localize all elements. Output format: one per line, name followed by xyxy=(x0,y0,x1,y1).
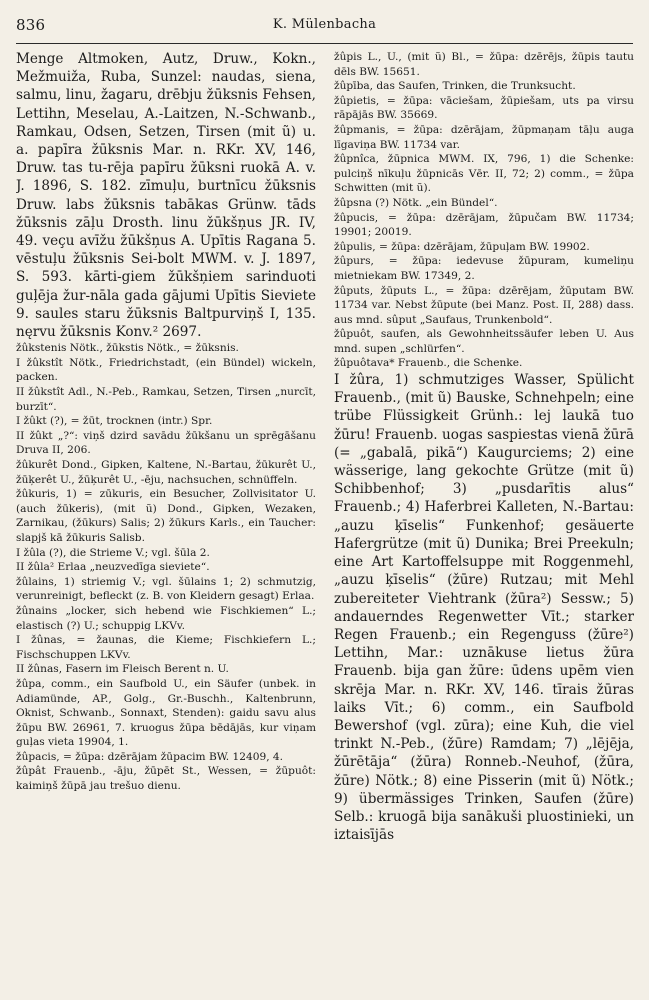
dictionary-entry: žûpurs, = žūpa: iedevuse žūpuram, kumeliņu mietniekam BW. 17349, 2. xyxy=(334,255,634,282)
dictionary-entry: žûpuôt, saufen, als Gewohnheitssäufer leben U. Aus mnd. supen „schlürfen“. xyxy=(334,328,634,355)
dictionary-entry: I žûkstît Nötk., Friedrichstadt, (ein Bündel) wickeln, packen. xyxy=(16,356,316,384)
dictionary-entry: žûpmanis, = žūpa: dzērājam, žūpmaņam tāļu auga līgaviņa BW. 11734 var. xyxy=(334,123,634,151)
dictionary-entry: žûpietis, = žūpa: vāciešam, žūpiešam, uts pa virsu rāpājās BW. 35669. xyxy=(334,94,634,122)
dictionary-entry: žûpucis, = žūpa: dzērājam, žūpučam BW. 11734; 19901; 20019. xyxy=(334,211,634,239)
dictionary-entry: žûkurêt Dond., Gipken, Kaltene, N.-Bartau, žūkurêt U., žūķerêt U., žūķurêt U., -ēju, nachsuchen, schnüffeln. xyxy=(16,459,316,486)
dictionary-entry: žûlains, 1) striemig V.; vgl. šūlains 1; 2) schmutzig, verunreinigt, befleckt (z. B. von Kleidern gesagt) Erlaa. xyxy=(16,575,316,603)
dictionary-entry: žûkuris, 1) = zūkuris, ein Besucher, Zollvisitator U. (auch žūkeris), (mit ũ) Dond., Gipken, Wezaken, Zarnikau, (žūkurs) Salis; 2) žūkurs Karls., ein Taucher: slapjš kā žūkuris Salisb. xyxy=(16,488,316,544)
dictionary-entry: II žûkstît Adl., N.-Peb., Ramkau, Setzen, Tirsen „nurcīt, burzīt“. xyxy=(16,386,316,413)
dictionary-entry: I žûnas, = žaunas, die Kieme; Fischkiefern L.; Fischschuppen LKVv. xyxy=(16,634,316,661)
header-rule xyxy=(16,43,633,44)
dictionary-entry: I žûra, 1) schmutziges Wasser, Spülicht Frauenb., (mit ũ) Bauske, Schnehpeln; eine trübe Flüssigkeit Grünh.: lej laukā tuo žūru! Frauenb. uogas saspiestas vienā žūrā (= „gabalā, pikā“) Kaugurciems; 2) eine wässerige, lang gekochte Grütze (mit ũ) Schibbenhof; 3) „pusdarītis alus“ Frauenb.; 4) Haferbrei Kalleten, N.-Bartau: „auzu ķīselis“ Funkenhof; gesäuerte Hafergrütze (mit ũ) Dunika; Brei Preekuln; eine Art Kartoffelsuppe mit Roggenmehl, „auzu ķīselis“ (žūre) Rutzau; mit Mehl zubereiteter Viehtrank (žūra²) Sessw.; 5) andauerndes Regenwetter Vīt.; starker Regen Frauenb.; ein Regenguss (žūre²) Lettihn, Mar.: uznākuse lietus žūra Frauenb. bija gan žūre: ūdens upēm vien skrēja Mar. n. RKr. XV, 146. tīrais žūras laiks Vīt.; 6) comm., ein Saufbold Bewershof (vgl. zūra); eine Kuh, die viel trinkt N.-Peb., (žūre) Ramdam; 7) „lējēja, žūrētāja“ (žūra) Ronneb.-Neuhof, (žūra, žūre) Nötk.; 8) eine Pisserin (mit ũ) Nötk.; 9) übermässiges Trinken, Saufen (žūre) Selb.: kruogā bija sanākuši pluostinieki, un iztaisījās xyxy=(334,372,634,844)
dictionary-entry: I žûkt (?), = žūt, trocknen (intr.) Spr. xyxy=(16,415,213,428)
dictionary-entry: žûkstenis Nötk., žūkstis Nötk., = žūksnis. xyxy=(16,342,239,355)
dictionary-entry: II žûnas, Fasern im Fleisch Berent n. U. xyxy=(16,663,229,676)
dictionary-entry: žûpnîca, žūpnica MWM. IX, 796, 1) die Schenke: pulciņš nīkuļu žūpnicās Vēr. II, 72; 2) comm., = žūpa Schwitten (mit ũ). xyxy=(334,153,634,195)
dictionary-entry: žûpa, comm., ein Saufbold U., ein Säufer (unbek. in Adiamünde, AP., Golg., Gr.-Buschh., Kaltenbrunn, Oknist, Schwanb., Sonnaxt, Stenden): gaidu savu alus žūpu BW. 26961, 7. kruogus žūpa bēdājās, kur viņam guļas vieta 19904, 1. xyxy=(16,677,316,749)
dictionary-entry: žûputs, žūputs L., = žūpa: dzērējam, žūputam BW. 11734 var. Nebst žūpute (bei Manz. Post. II, 288) dass. aus mnd. sûput „Saufaus, Trunkenbold“. xyxy=(334,284,634,326)
dictionary-entry: II žûkt „?“: viņš dzird savādu žūkšanu un sprēgāšanu Druva II, 206. xyxy=(16,429,316,457)
page-header xyxy=(16,16,633,40)
dictionary-entry: Menge Altmoken, Autz, Druw., Kokn., Mežmuiža, Ruba, Sunzel: naudas, siena, salmu, linu, žagaru, drēbju žūksnis Fehsen, Lettihn, Meselau, A.-Laitzen, N.-Schwanb., Ramkau, Odsen, Setzen, Tirsen (mit ũ) u. a. papīra žūksnis Mar. n. RKr. XV, 146, Druw. tas tu-rēja papīru žūksni ruokā A. v. J. 1896, S. 182. zīmuļu, burtnīcu žūksnis Druw. labs žūksnis tabākas Grünw. tāds žūksnis zāļu Drosth. linu žūkšņus JR. IV, 49. veçu avīžu žūkšņus A. Upītis Ragana 5. vēstuļu žūksnis Sei-bolt MWM. v. J. 1897, S. 593. kārti-giem žūkšņiem sarinduoti guļēja žur-nāla gada gājumi Upītis Sieviete 9. saules staru žūksnis Baltpurviņš I, 135. nęrvu žūksnis Konv.² 2697. xyxy=(16,51,316,341)
dictionary-entry: žûpulis, = žūpa: dzērājam, žūpuļam BW. 19902. xyxy=(334,240,590,253)
dictionary-entry: žûpsna (?) Nötk. „ein Bündel“. xyxy=(334,196,498,209)
dictionary-entry: žûpacis, = žūpa: dzērājam žūpacim BW. 12409, 4. xyxy=(16,750,284,763)
dictionary-entry: žûpuôtava* Frauenb., die Schenke. xyxy=(334,357,523,370)
dictionary-entry: I žûla (?), die Strieme V.; vgl. šūla 2. xyxy=(16,546,210,559)
page-number: 836 xyxy=(16,16,46,34)
dictionary-entry: II žûla² Erlaa „neuzvedīga sieviete“. xyxy=(16,561,210,574)
dictionary-entry: žûnains „locker, sich hebend wie Fischkiemen“ L.; elastisch (?) U.; schuppig LKVv. xyxy=(16,604,316,632)
dictionary-entry: žûpība, das Saufen, Trinken, die Trunksucht. xyxy=(334,80,576,93)
dictionary-entry: žûpât Frauenb., -āju, žūpēt St., Wessen, = žūpuôt: kaimiņš žūpā jau trešuo dienu. xyxy=(16,765,316,793)
right-column xyxy=(334,50,634,1000)
left-column xyxy=(16,50,316,1000)
dictionary-entry: žûpis L., U., (mit ũ) Bl., = žūpa: dzērējs, žūpis tautu dēls BW. 15651. xyxy=(334,51,634,78)
running-head: K. Mülenbacha xyxy=(272,17,377,32)
